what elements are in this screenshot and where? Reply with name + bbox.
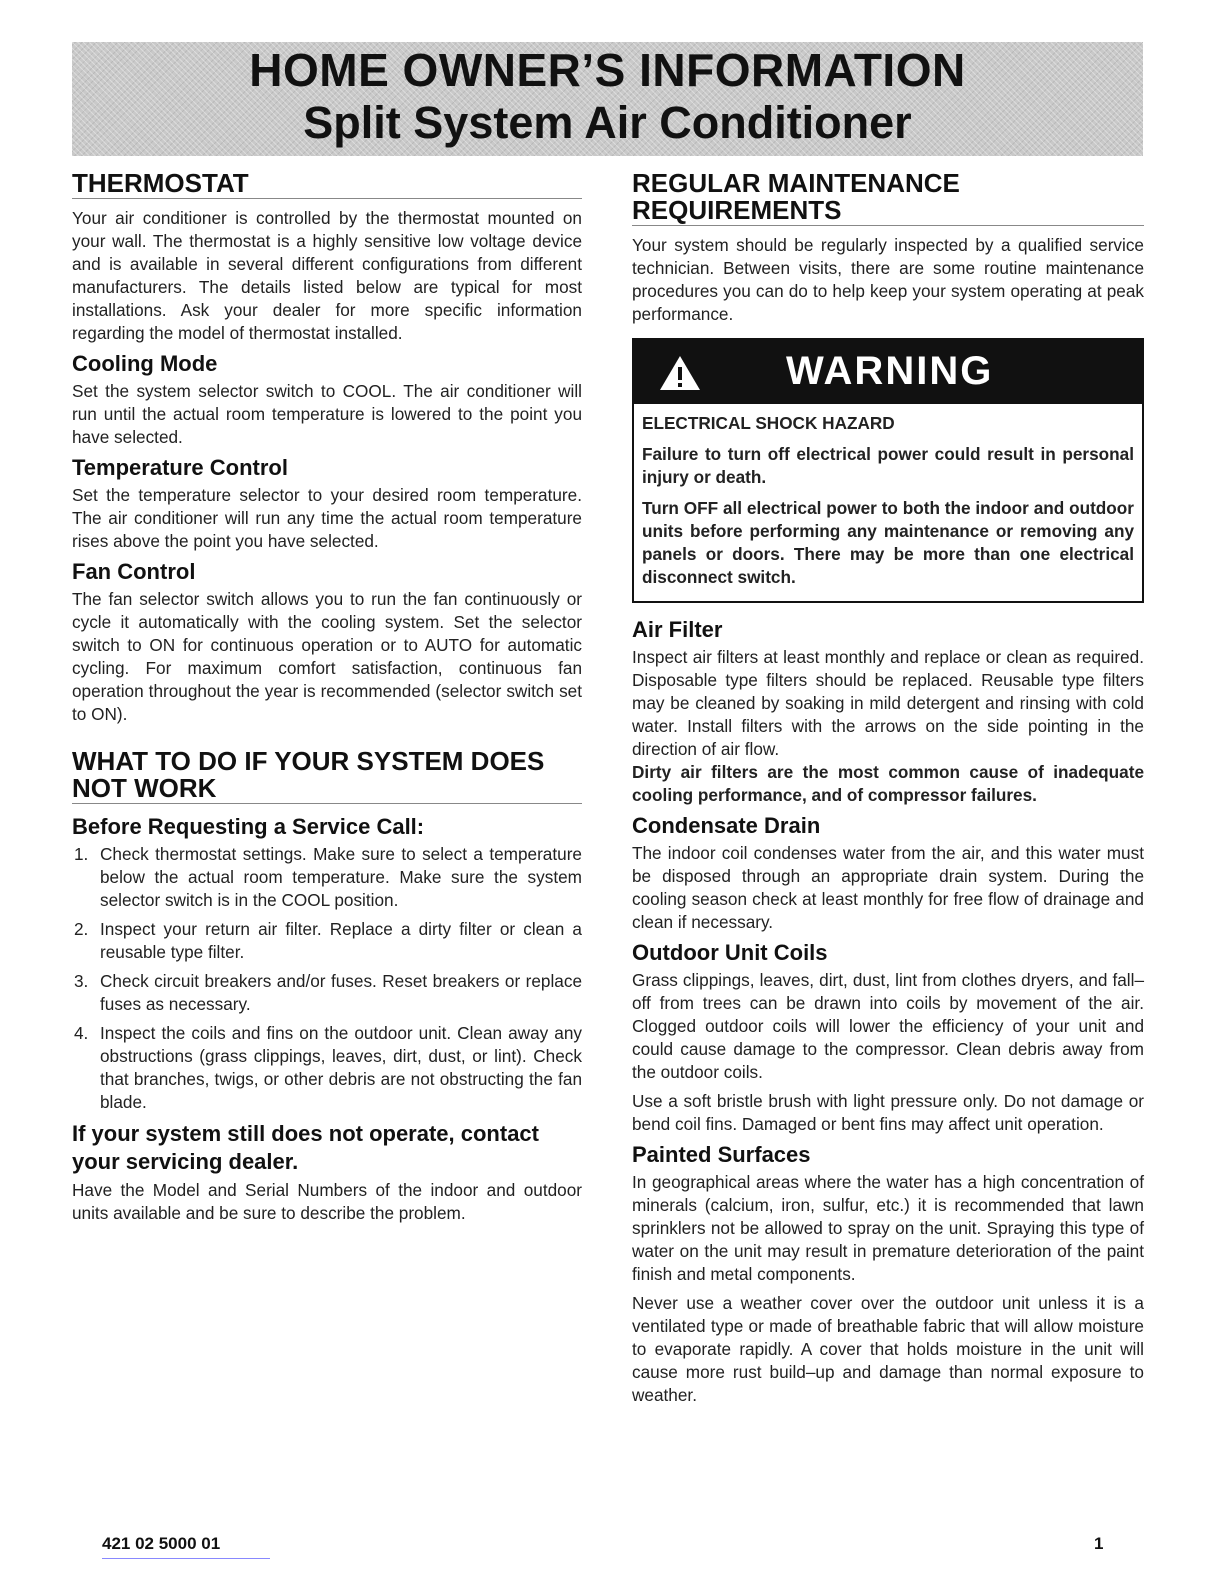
air-filter-heading: Air Filter — [632, 617, 723, 642]
list-item: 3. Check circuit breakers and/or fuses. Reset breakers or replace fuses as necessary. — [74, 971, 582, 1014]
warning-header — [634, 340, 1142, 404]
warning-line-1: Failure to turn off electrical power could result in personal injury or death. — [642, 444, 1134, 487]
document-title: HOME OWNER’S INFORMATION — [249, 44, 966, 96]
title-banner — [72, 42, 1143, 156]
warning-hazard: ELECTRICAL SHOCK HAZARD — [642, 413, 895, 433]
outdoor-coils-text-2: Use a soft bristle brush with light pressure only. Do not damage or bend coil fins. Damaged or bent fins may affect unit operation. — [632, 1091, 1144, 1134]
document-subtitle: Split System Air Conditioner — [303, 97, 912, 148]
air-filter-text: Inspect air filters at least monthly and replace or clean as required. Disposable type filters should be replaced. Reusable type filters may be cleaned by soaking in mild detergent and rinsing with cold water. Install filters with the arrows on the side pointing in the direction of air flow. — [632, 647, 1144, 759]
contact-dealer-heading: If your system still does not operate, contact your servicing dealer. — [72, 1121, 539, 1174]
condensate-drain-heading: Condensate Drain — [632, 813, 821, 838]
contact-dealer-text: Have the Model and Serial Numbers of the indoor and outdoor units available and be sure to describe the problem. — [72, 1180, 582, 1223]
list-item: 1. Check thermostat settings. Make sure to select a temperature below the actual room temperature. Make sure the system selector switch is in the COOL position. — [74, 844, 582, 910]
painted-surfaces-text-2: Never use a weather cover over the outdoor unit unless it is a ventilated type or made of breathable fabric that will allow moisture to evaporate rapidly. A cover that holds moisture in the unit will cause more rust build–up and damage than normal exposure to weather. — [632, 1293, 1144, 1405]
right-column — [632, 170, 1144, 1413]
warning-label: WARNING — [786, 349, 994, 393]
before-service-heading: Before Requesting a Service Call: — [72, 814, 425, 839]
list-item: 4. Inspect the coils and fins on the outdoor unit. Clean away any obstructions (grass clippings, leaves, dirt, dust, or lint). Check that branches, twigs, or other debris are not obstructing the fan blade. — [74, 1023, 582, 1112]
left-column — [72, 170, 582, 1231]
thermostat-heading: THERMOSTAT — [72, 170, 582, 199]
maintenance-heading: REGULAR MAINTENANCE REQUIREMENTS — [632, 170, 1144, 226]
warning-triangle-icon — [658, 354, 702, 397]
warning-line-2: Turn OFF all electrical power to both the indoor and outdoor units before performing any maintenance or removing any panels or doors. There may be more than one electrical disconnect switch. — [642, 498, 1134, 587]
condensate-drain-text: The indoor coil condenses water from the air, and this water must be disposed through an appropriate drain system. During the cooling season check at least monthly for free flow of drainage and clean if necessary. — [632, 843, 1144, 932]
service-checklist — [72, 843, 582, 1114]
page-number: 1 — [1094, 1534, 1104, 1553]
thermostat-intro: Your air conditioner is controlled by the thermostat mounted on your wall. The thermostat is a highly sensitive low voltage device and is available in several different configurations from different manufacturers. The details listed below are typical for most installations. Ask your dealer for more specific information regarding the model of thermostat installed. — [72, 208, 582, 343]
not-work-heading: WHAT TO DO IF YOUR SYSTEM DOES NOT WORK — [72, 748, 582, 804]
temperature-control-heading: Temperature Control — [72, 455, 288, 480]
part-number: 421 02 5000 01 — [102, 1534, 221, 1553]
temperature-control-text: Set the temperature selector to your desired room temperature. The air conditioner will run any time the actual room temperature rises above the point you have selected. — [72, 485, 582, 551]
cooling-mode-text: Set the system selector switch to COOL. The air conditioner will run until the actual room temperature is lowered to the point you have selected. — [72, 381, 582, 447]
outdoor-coils-text-1: Grass clippings, leaves, dirt, dust, lint from clothes dryers, and fall–off from trees can be drawn into coils by movement of the air. Clogged outdoor coils will lower the efficiency of your unit and could cause damage to the compressor. Clean debris away from the outdoor coils. — [632, 970, 1144, 1082]
air-filter-warning: Dirty air filters are the most common cause of inadequate cooling performance, and of compressor failures. — [632, 762, 1144, 805]
maintenance-intro: Your system should be regularly inspected by a qualified service technician. Between visits, there are some routine maintenance procedures you can do to help keep your system operating at peak performance. — [632, 235, 1144, 324]
fan-control-heading: Fan Control — [72, 559, 196, 584]
warning-body — [634, 404, 1142, 601]
painted-surfaces-heading: Painted Surfaces — [632, 1142, 811, 1167]
warning-box — [632, 338, 1144, 603]
footer-rule — [102, 1558, 270, 1559]
painted-surfaces-text-1: In geographical areas where the water has a high concentration of minerals (calcium, iron, sulfur, etc.) it is recommended that lawn sprinklers not be allowed to spray on the unit. Spraying this type of water on the unit may result in premature deterioration of the paint finish and metal components. — [632, 1172, 1144, 1284]
cooling-mode-heading: Cooling Mode — [72, 351, 218, 376]
list-item: 2. Inspect your return air filter. Replace a dirty filter or clean a reusable type filter. — [74, 919, 582, 962]
fan-control-text: The fan selector switch allows you to run the fan continuously or cycle it automatically with the cooling system. Set the selector switch to ON for continuous operation or to AUTO for automatic cycling. For maximum comfort satisfaction, continuous fan operation throughout the year is recommended (selector switch set to ON). — [72, 589, 582, 724]
outdoor-coils-heading: Outdoor Unit Coils — [632, 940, 828, 965]
